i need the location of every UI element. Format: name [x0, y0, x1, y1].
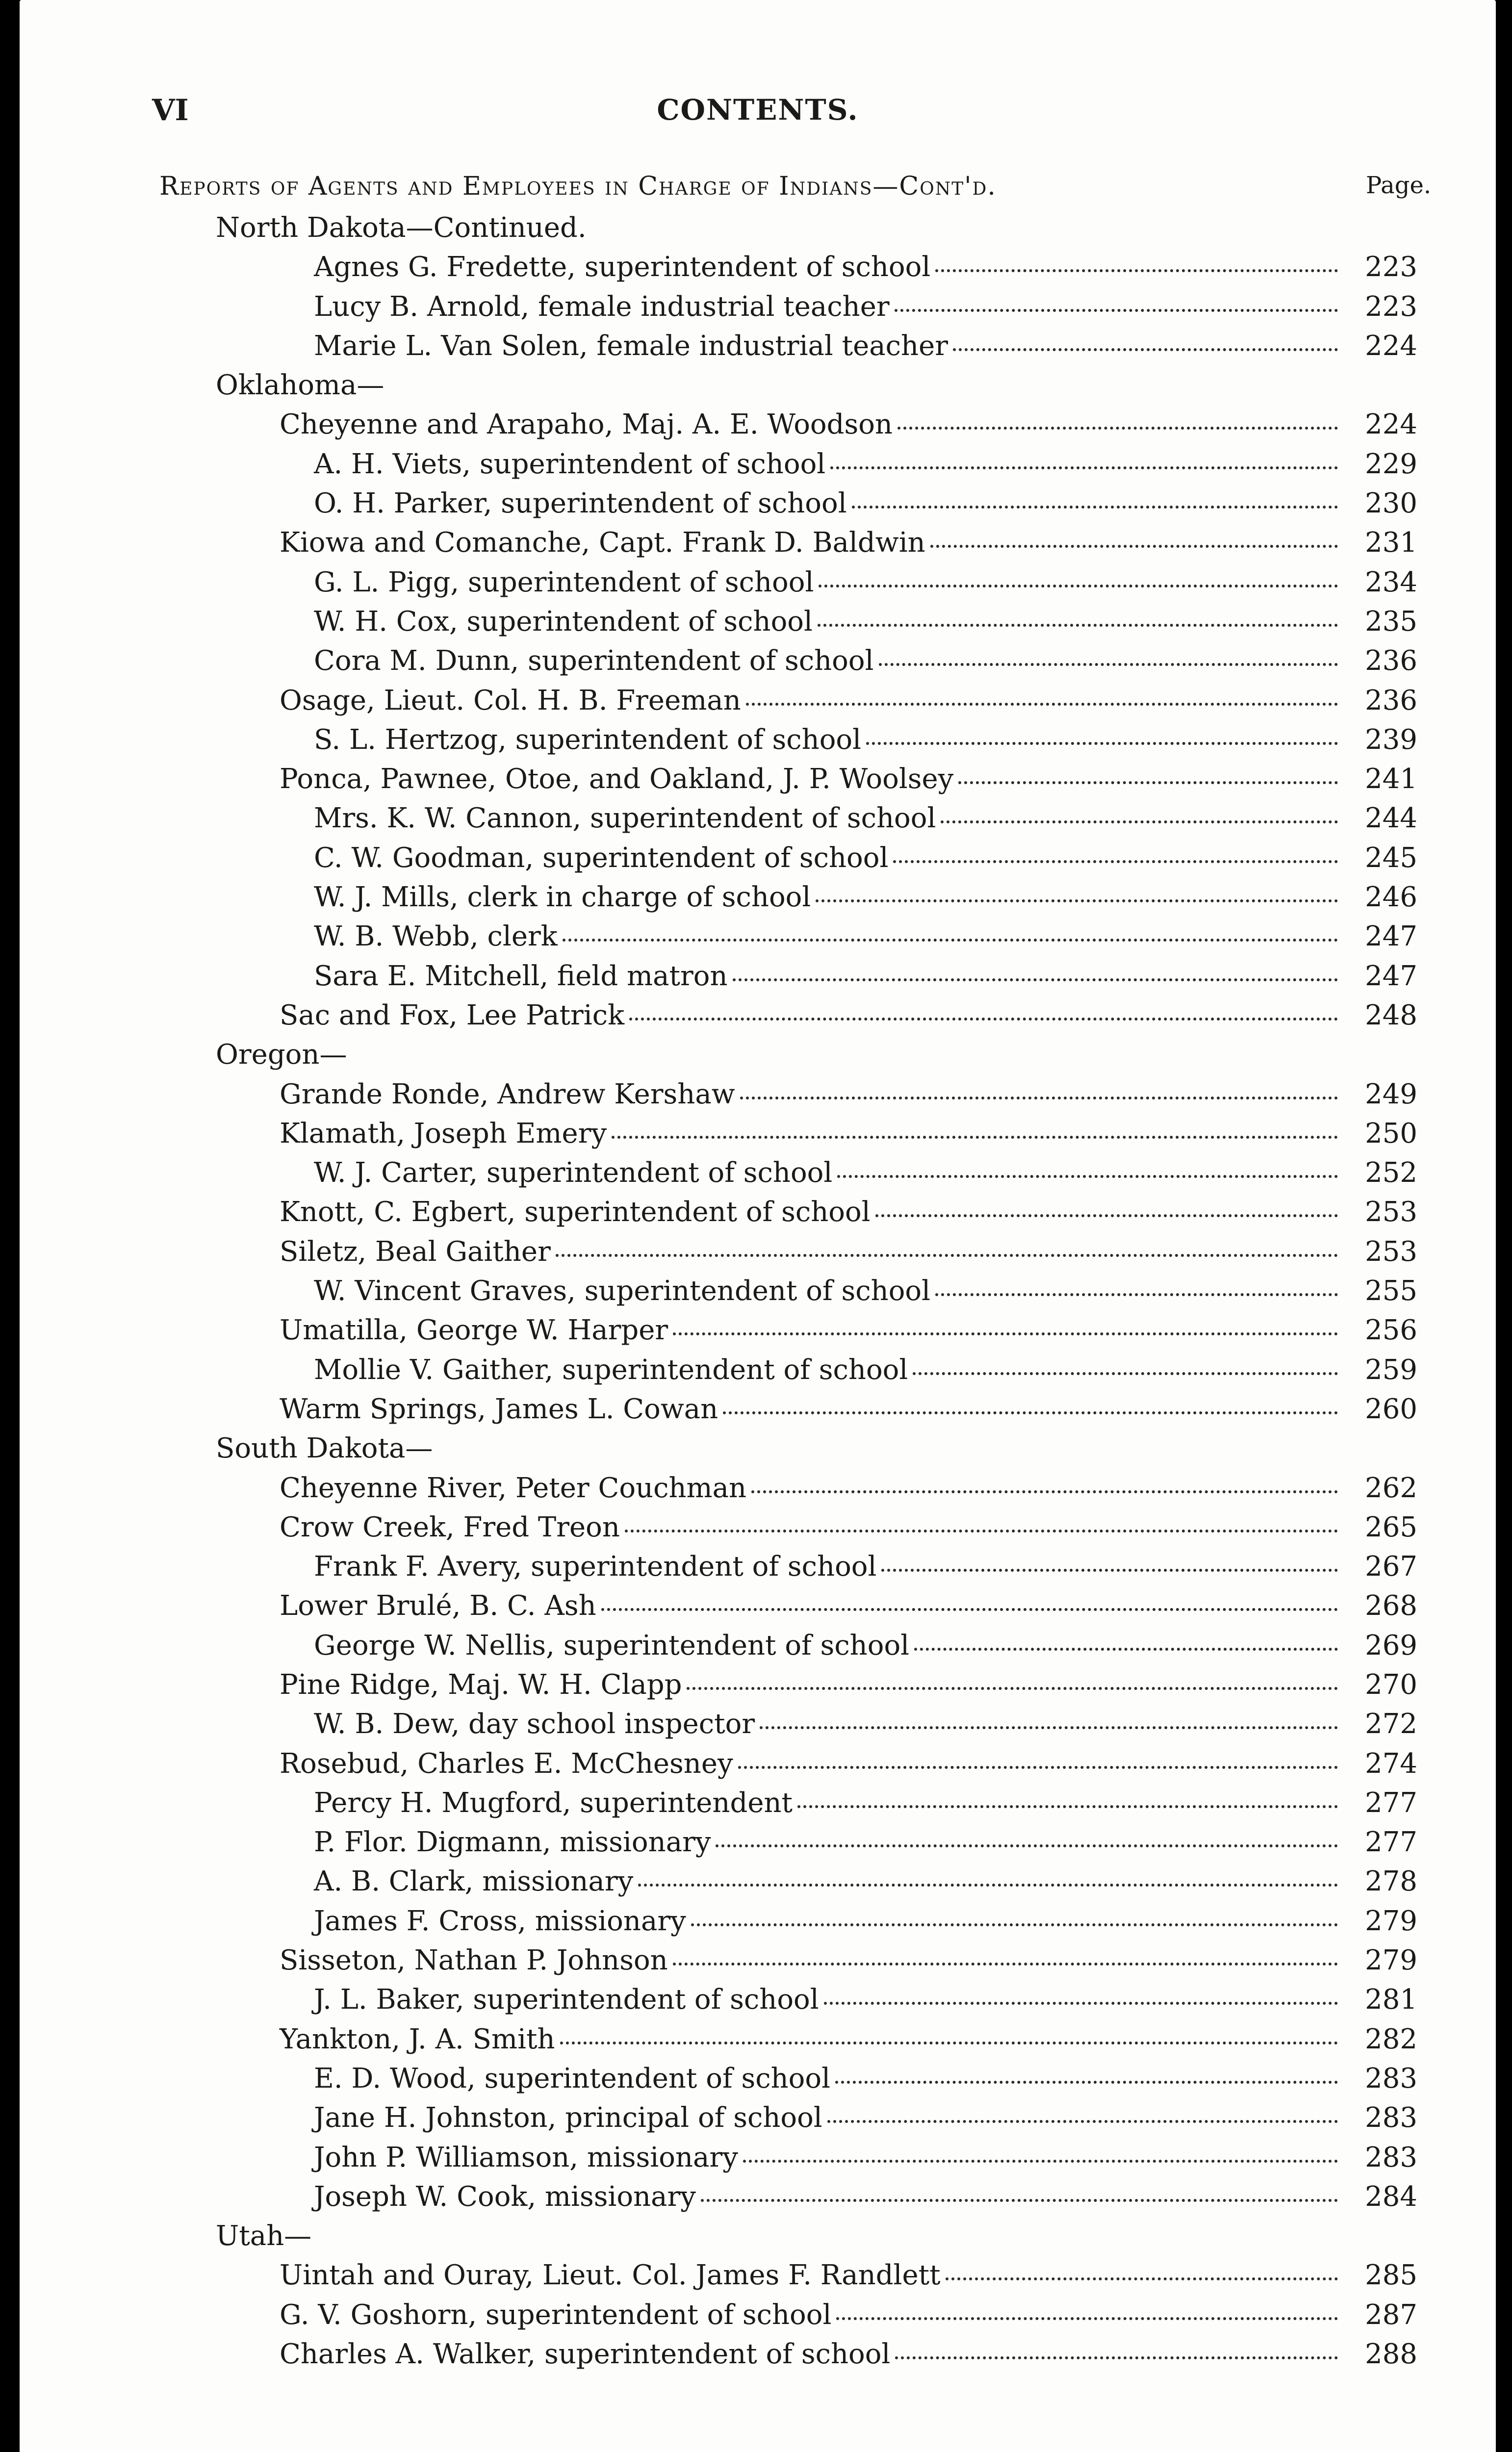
page-number: 283 [1365, 2102, 1417, 2134]
page-number: 277 [1365, 1787, 1417, 1819]
entry-title: Ponca, Pawnee, Otoe, and Oakland, J. P. Woolsey [280, 763, 954, 795]
dot-leader [941, 820, 1338, 823]
page-number: 231 [1365, 527, 1417, 559]
dot-leader [816, 899, 1338, 902]
state-heading: South Dakota— [216, 1432, 433, 1465]
entry-title: Joseph W. Cook, missionary [314, 2180, 696, 2213]
dot-leader [716, 1844, 1338, 1847]
toc-entry [20, 291, 1496, 330]
page-number: 247 [1365, 960, 1417, 992]
entry-title: Rosebud, Charles E. McChesney [280, 1747, 733, 1780]
page-number: 230 [1365, 487, 1417, 520]
toc-entry [20, 2299, 1496, 2338]
page-number: 283 [1365, 2141, 1417, 2173]
page-number: 278 [1365, 1865, 1417, 1898]
entry-title: C. W. Goodman, superintendent of school [314, 842, 889, 874]
dot-leader [953, 348, 1338, 351]
dot-leader [818, 624, 1338, 627]
toc-entry [20, 1708, 1496, 1747]
toc-entry [20, 1432, 1496, 1472]
toc-entry [20, 1314, 1496, 1354]
toc-entry [20, 645, 1496, 684]
toc-entry [20, 369, 1496, 409]
page-number: 239 [1365, 723, 1417, 756]
page-number: 253 [1365, 1235, 1417, 1268]
entry-title: E. D. Wood, superintendent of school [314, 2062, 830, 2094]
dot-leader [701, 2199, 1338, 2202]
page-number: 249 [1365, 1078, 1417, 1110]
page-number: 245 [1365, 842, 1417, 874]
page-column-label: Page. [1366, 172, 1432, 199]
toc-entry [20, 1944, 1496, 1984]
page-number: 229 [1365, 448, 1417, 480]
page-number: 285 [1365, 2259, 1417, 2292]
toc-entry [20, 763, 1496, 802]
page-number: 279 [1365, 1944, 1417, 1977]
dot-leader [875, 1214, 1338, 1217]
dot-leader [746, 703, 1338, 706]
dot-leader [560, 2042, 1338, 2044]
dot-leader [673, 1963, 1338, 1966]
page-number: 279 [1365, 1905, 1417, 1937]
dot-leader [866, 742, 1338, 745]
dot-leader [913, 1372, 1338, 1375]
entry-title: Sisseton, Nathan P. Johnson [280, 1944, 668, 1977]
dot-leader [691, 1923, 1338, 1926]
toc-entry [20, 960, 1496, 999]
page-number: 284 [1365, 2180, 1417, 2213]
entry-title: Frank F. Avery, superintendent of school [314, 1551, 877, 1583]
entry-title: Marie L. Van Solen, female industrial teacher [314, 330, 948, 362]
dot-leader [895, 2356, 1338, 2359]
dot-leader [824, 2002, 1338, 2005]
page-number: 236 [1365, 684, 1417, 716]
toc-entry [20, 2181, 1496, 2220]
page-number: 234 [1365, 566, 1417, 598]
toc-entry [20, 1826, 1496, 1865]
dot-leader [837, 1175, 1338, 1178]
page-number: 246 [1365, 881, 1417, 914]
running-head: CONTENTS. [657, 93, 859, 127]
toc-entry [20, 487, 1496, 527]
toc-entry [20, 1865, 1496, 1905]
dot-leader [629, 1018, 1338, 1021]
page-number: 282 [1365, 2023, 1417, 2055]
dot-leader [819, 585, 1338, 587]
dot-leader [935, 1293, 1338, 1296]
toc-entry [20, 2023, 1496, 2063]
page-number: 270 [1365, 1668, 1417, 1701]
dot-leader [897, 427, 1338, 430]
dot-leader [946, 2277, 1338, 2280]
toc-entry [20, 1669, 1496, 1708]
toc-entry [20, 1630, 1496, 1669]
entry-title: Cheyenne River, Peter Couchman [280, 1472, 747, 1504]
entry-title: Grande Ronde, Andrew Kershaw [280, 1078, 735, 1110]
entry-title: John P. Williamson, missionary [314, 2141, 738, 2173]
entry-title: George W. Nellis, superintendent of school [314, 1629, 910, 1661]
entry-title: Jane H. Johnston, principal of school [314, 2102, 822, 2134]
toc-entry [20, 1078, 1496, 1118]
toc-entry [20, 606, 1496, 645]
page-number: 250 [1365, 1117, 1417, 1149]
page-number: 260 [1365, 1393, 1417, 1425]
state-heading: Oregon— [216, 1039, 347, 1071]
entry-title: A. H. Viets, superintendent of school [314, 448, 826, 480]
toc-entry [20, 1787, 1496, 1826]
dot-leader [893, 860, 1338, 863]
toc-entry [20, 2220, 1496, 2259]
entry-title: Mrs. K. W. Cannon, superintendent of school [314, 802, 936, 835]
page-number: 283 [1365, 2062, 1417, 2094]
page-number: 267 [1365, 1551, 1417, 1583]
dot-leader [743, 2160, 1338, 2163]
state-heading: Oklahoma— [216, 369, 384, 402]
entry-title: Cheyenne and Arapaho, Maj. A. E. Woodson [280, 409, 893, 441]
page-number: 259 [1365, 1354, 1417, 1386]
entry-title: Siletz, Beal Gaither [280, 1235, 551, 1268]
toc-entry [20, 251, 1496, 290]
toc-entry [20, 1196, 1496, 1235]
dot-leader [835, 2081, 1338, 2084]
entry-title: J. L. Baker, superintendent of school [314, 1984, 819, 2016]
entry-title: P. Flor. Digmann, missionary [314, 1826, 711, 1859]
dot-leader [930, 545, 1338, 548]
dot-leader [914, 1648, 1338, 1651]
dot-leader [958, 781, 1338, 784]
page-number: 224 [1365, 330, 1417, 362]
toc-entry [20, 1590, 1496, 1629]
entry-title: S. L. Hertzog, superintendent of school [314, 723, 862, 756]
dot-leader [601, 1608, 1338, 1611]
entry-title: Percy H. Mugford, superintendent [314, 1787, 793, 1819]
page-number: 265 [1365, 1511, 1417, 1543]
toc-entry [20, 2063, 1496, 2102]
toc-entry [20, 802, 1496, 842]
dot-leader [612, 1136, 1338, 1139]
entry-title: Uintah and Ouray, Lieut. Col. James F. Randlett [280, 2259, 941, 2292]
dot-leader [836, 2317, 1338, 2320]
entry-title: Sara E. Mitchell, field matron [314, 960, 728, 992]
toc-entry [20, 330, 1496, 369]
page-number: 287 [1365, 2299, 1417, 2331]
page-number: 255 [1365, 1275, 1417, 1307]
entry-title: Pine Ridge, Maj. W. H. Clapp [280, 1668, 682, 1701]
entry-title: A. B. Clark, missionary [314, 1865, 634, 1898]
entry-title: W. B. Dew, day school inspector [314, 1708, 755, 1740]
page-number: 223 [1365, 251, 1417, 283]
toc-entry [20, 1157, 1496, 1196]
page-number: 253 [1365, 1196, 1417, 1228]
entry-title: James F. Cross, missionary [314, 1905, 686, 1937]
page-number: 235 [1365, 605, 1417, 638]
state-heading: North Dakota—Continued. [216, 212, 587, 244]
entry-title: O. H. Parker, superintendent of school [314, 487, 847, 520]
entry-title: Cora M. Dunn, superintendent of school [314, 645, 874, 677]
page-number: 223 [1365, 290, 1417, 323]
dot-leader [751, 1490, 1338, 1493]
entry-title: Yankton, J. A. Smith [280, 2023, 555, 2055]
page-number: 224 [1365, 409, 1417, 441]
page-number: 241 [1365, 763, 1417, 795]
entry-title: W. J. Mills, clerk in charge of school [314, 881, 811, 914]
dot-leader [673, 1332, 1338, 1335]
toc-entry [20, 1118, 1496, 1157]
toc-entry [20, 1905, 1496, 1944]
dot-leader [723, 1411, 1338, 1414]
toc-entry [20, 724, 1496, 763]
toc-entry [20, 1393, 1496, 1432]
page-number: 268 [1365, 1590, 1417, 1622]
dot-leader [797, 1805, 1338, 1808]
entry-title: Kiowa and Comanche, Capt. Frank D. Baldwin [280, 527, 925, 559]
toc-entry [20, 999, 1496, 1039]
toc-entry [20, 1236, 1496, 1275]
page-number: 281 [1365, 1984, 1417, 2016]
toc-entry [20, 1354, 1496, 1393]
entry-title: W. H. Cox, superintendent of school [314, 605, 813, 638]
dot-leader [687, 1687, 1338, 1690]
contents-list [20, 212, 1496, 2377]
entry-title: W. B. Webb, clerk [314, 920, 558, 953]
toc-entry [20, 842, 1496, 881]
dot-leader [852, 506, 1338, 509]
page-number: 272 [1365, 1708, 1417, 1740]
page-number: 262 [1365, 1472, 1417, 1504]
page-number: 269 [1365, 1629, 1417, 1661]
toc-entry [20, 685, 1496, 724]
entry-title: Sac and Fox, Lee Patrick [280, 999, 625, 1031]
entry-title: Agnes G. Fredette, superintendent of school [314, 251, 931, 283]
page-number: 247 [1365, 920, 1417, 953]
entry-title: Warm Springs, James L. Cowan [280, 1393, 718, 1425]
toc-entry [20, 1511, 1496, 1551]
entry-title: Mollie V. Gaither, superintendent of school [314, 1354, 908, 1386]
dot-leader [563, 939, 1338, 942]
page-number: 244 [1365, 802, 1417, 835]
entry-title: Crow Creek, Fred Treon [280, 1511, 620, 1543]
toc-entry [20, 1748, 1496, 1787]
entry-title: G. V. Goshorn, superintendent of school [280, 2299, 832, 2331]
entry-title: Charles A. Walker, superintendent of school [280, 2338, 891, 2371]
dot-leader [827, 2120, 1338, 2123]
dot-leader [556, 1254, 1338, 1257]
dot-leader [895, 309, 1338, 312]
page-number: 248 [1365, 999, 1417, 1031]
dot-leader [638, 1884, 1338, 1887]
entry-title: Lucy B. Arnold, female industrial teacher [314, 290, 890, 323]
entry-title: Knott, C. Egbert, superintendent of school [280, 1196, 871, 1228]
entry-title: Osage, Lieut. Col. H. B. Freeman [280, 684, 741, 716]
page-number: 288 [1365, 2338, 1417, 2371]
dot-leader [830, 466, 1338, 469]
dot-leader [881, 1569, 1338, 1572]
toc-entry [20, 1039, 1496, 1078]
dot-leader [935, 269, 1338, 272]
toc-entry [20, 2259, 1496, 2299]
entry-title: W. Vincent Graves, superintendent of school [314, 1275, 931, 1307]
toc-entry [20, 527, 1496, 566]
dot-leader [760, 1726, 1338, 1729]
toc-entry [20, 2142, 1496, 2181]
toc-entry [20, 920, 1496, 960]
dot-leader [879, 663, 1338, 666]
page-number: 277 [1365, 1826, 1417, 1859]
toc-entry [20, 212, 1496, 251]
toc-entry [20, 1551, 1496, 1590]
toc-entry [20, 2102, 1496, 2141]
toc-entry [20, 448, 1496, 487]
toc-entry [20, 1472, 1496, 1511]
page-folio: VI [152, 93, 189, 128]
toc-entry [20, 566, 1496, 606]
dot-leader [738, 1766, 1338, 1769]
section-title: Reports of Agents and Employees in Charge of Indians—Cont'd. [159, 172, 997, 201]
entry-title: Umatilla, George W. Harper [280, 1314, 668, 1347]
toc-entry [20, 1275, 1496, 1314]
entry-title: G. L. Pigg, superintendent of school [314, 566, 814, 598]
entry-title: W. J. Carter, superintendent of school [314, 1157, 833, 1189]
dot-leader [733, 978, 1338, 981]
dot-leader [625, 1530, 1338, 1532]
dot-leader [740, 1097, 1338, 1099]
page-number: 274 [1365, 1747, 1417, 1780]
toc-entry [20, 409, 1496, 448]
toc-entry [20, 881, 1496, 920]
entry-title: Klamath, Joseph Emery [280, 1117, 607, 1149]
page-number: 256 [1365, 1314, 1417, 1347]
document-page [20, 0, 1496, 2452]
toc-entry [20, 2338, 1496, 2377]
state-heading: Utah— [216, 2220, 312, 2252]
page-number: 252 [1365, 1157, 1417, 1189]
toc-entry [20, 1984, 1496, 2023]
entry-title: Lower Brulé, B. C. Ash [280, 1590, 596, 1622]
page-number: 236 [1365, 645, 1417, 677]
